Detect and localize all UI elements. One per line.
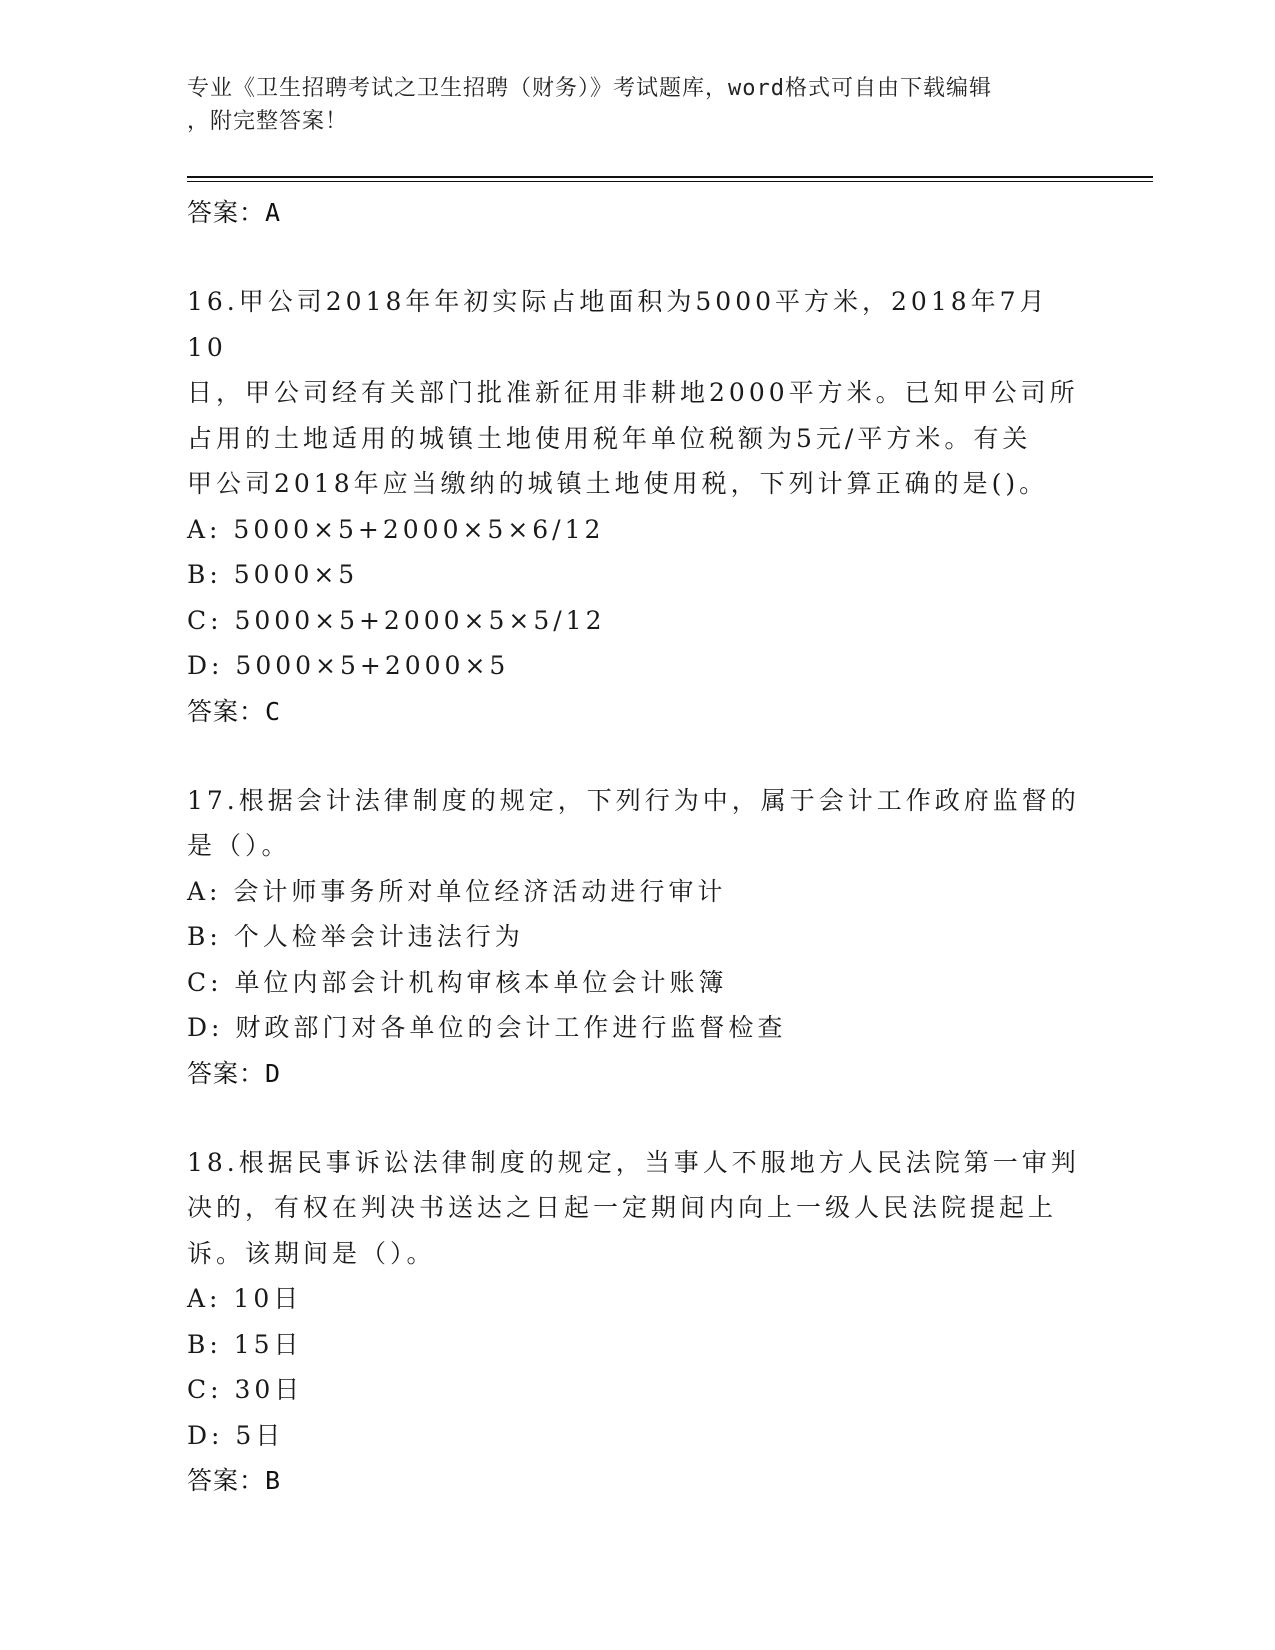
option-a: A: 10日 bbox=[187, 1284, 303, 1313]
header-divider-thin bbox=[187, 181, 1153, 182]
option-d: D: 5日 bbox=[187, 1420, 285, 1450]
option-c: C: 30日 bbox=[187, 1375, 304, 1404]
question-stem-line: 是（）。 bbox=[187, 831, 291, 860]
question-stem-line: 日，甲公司经有关部门批准新征用非耕地2000平方米。已知甲公司所 bbox=[187, 378, 1079, 407]
question-18 bbox=[187, 1140, 1087, 1504]
option-a: A: 5000×5+2000×5×6/12 bbox=[187, 514, 605, 544]
option-b: B: 个人检举会计违法行为 bbox=[187, 922, 524, 951]
question-stem-line: 16.甲公司2018年年初实际占地面积为5000平方米，2018年7月10 bbox=[187, 287, 1049, 362]
header-line-1: 专业《卫生招聘考试之卫生招聘（财务）》考试题库，word格式可自由下载编辑 bbox=[187, 76, 992, 101]
question-stem-line: 占用的土地适用的城镇土地使用税年单位税额为5元/平方米。有关 bbox=[187, 423, 1032, 453]
question-16 bbox=[187, 279, 1087, 734]
option-d: D: 5000×5+2000×5 bbox=[187, 651, 510, 680]
spacer bbox=[187, 235, 1087, 279]
question-stem-line: 诉。该期间是（）。 bbox=[187, 1238, 436, 1268]
option-c: C: 5000×5+2000×5×5/12 bbox=[187, 605, 606, 635]
spacer bbox=[187, 1096, 1087, 1140]
question-17 bbox=[187, 778, 1087, 1096]
option-b: B: 5000×5 bbox=[187, 560, 359, 589]
answer-line: 答案：D bbox=[187, 1058, 282, 1088]
document-header bbox=[187, 72, 1087, 138]
answer-line: 答案：B bbox=[187, 1466, 282, 1495]
header-line-2: ，附完整答案！ bbox=[187, 109, 349, 134]
option-a: A: 会计师事务所对单位经济活动进行审计 bbox=[187, 876, 727, 906]
question-stem-line: 18.根据民事诉讼法律制度的规定，当事人不服地方人民法院第一审判 bbox=[187, 1147, 1080, 1177]
option-b: B: 15日 bbox=[187, 1329, 303, 1359]
answer-line: 答案：C bbox=[187, 696, 282, 726]
spacer bbox=[187, 734, 1087, 778]
header-divider-thick bbox=[187, 176, 1153, 178]
previous-answer: 答案：A bbox=[187, 198, 282, 227]
option-d: D: 财政部门对各单位的会计工作进行监督检查 bbox=[187, 1013, 787, 1042]
option-c: C: 单位内部会计机构审核本单位会计账簿 bbox=[187, 967, 728, 997]
question-stem-line: 甲公司2018年应当缴纳的城镇土地使用税，下列计算正确的是()。 bbox=[187, 469, 1049, 498]
question-list bbox=[187, 190, 1087, 1503]
question-stem-line: 决的，有权在判决书送达之日起一定期间内向上一级人民法院提起上 bbox=[187, 1193, 1058, 1222]
question-stem-line: 17.根据会计法律制度的规定，下列行为中，属于会计工作政府监督的 bbox=[187, 785, 1080, 815]
